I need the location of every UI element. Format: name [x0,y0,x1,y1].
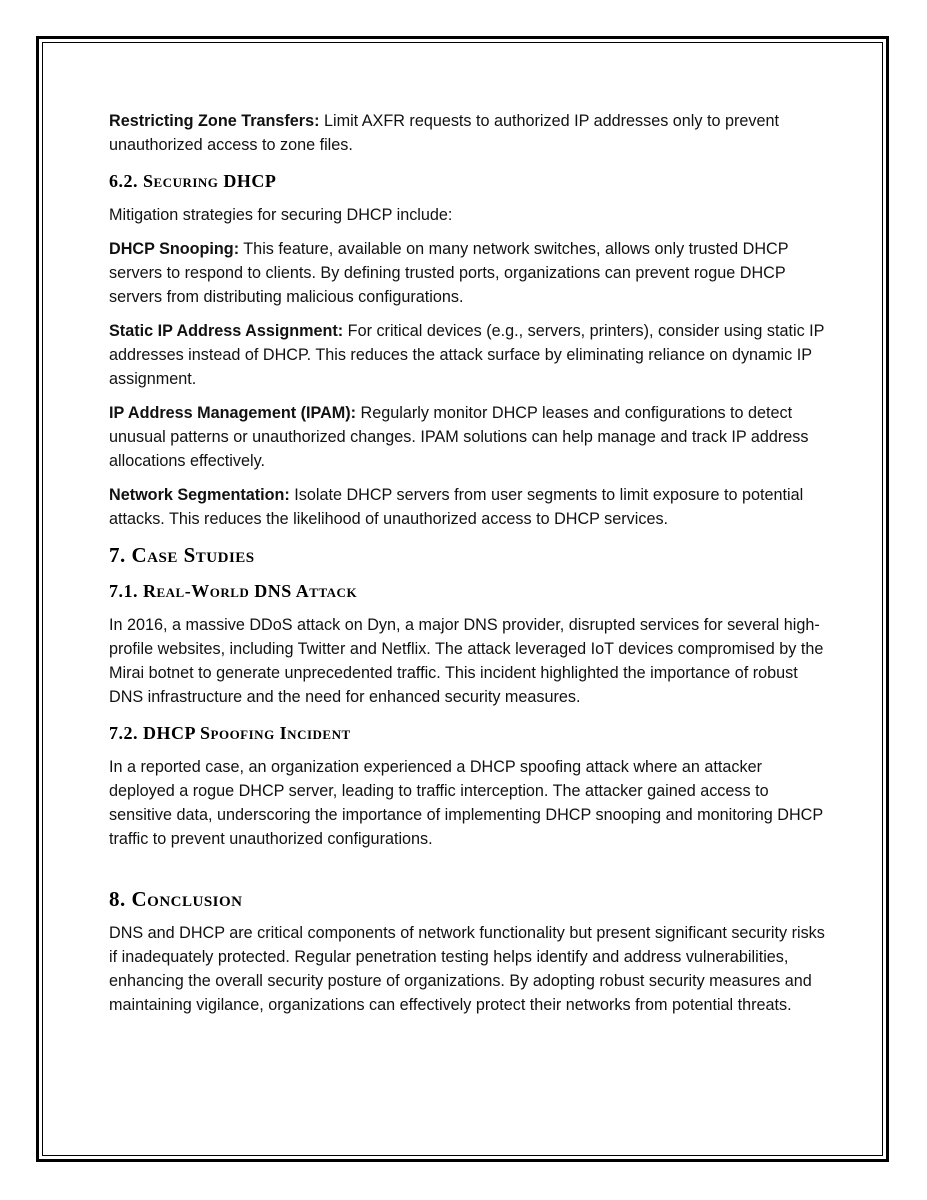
zone-transfer-paragraph [109,109,829,157]
dhcp-snooping-text: This feature, available on many network switches, allows only trusted DHCP servers to respond to clients. By defining trusted ports, organizations can prevent rogue DHCP servers from distributing malicious configurations. [109,240,789,306]
heading-conclusion: 8. Conclusion [109,887,243,911]
ipam-lead: IP Address Management (IPAM): [109,404,357,422]
ipam-paragraph [109,401,829,473]
static-ip-text: For critical devices (e.g., servers, printers), consider using static IP addresses instead of DHCP. This reduces the attack surface by eliminating reliance on dynamic IP assignment. [109,322,825,388]
network-segmentation-text: Isolate DHCP servers from user segments to limit exposure to potential attacks. This reduces the likelihood of unauthorized access to DHCP services. [109,486,804,528]
network-segmentation-paragraph [109,483,829,531]
static-ip-paragraph [109,319,829,391]
network-segmentation-lead: Network Segmentation: [109,486,290,504]
heading-real-world-dns-attack: 7.1. Real-World DNS Attack [109,581,358,601]
static-ip-lead: Static IP Address Assignment: [109,322,344,340]
zone-transfer-text: Limit AXFR requests to authorized IP addresses only to prevent unauthorized access to zone files. [109,112,779,154]
heading-dhcp-spoofing-incident: 7.2. DHCP Spoofing Incident [109,723,351,743]
dhcp-snooping-paragraph [109,237,829,309]
document-body [109,109,829,1027]
heading-securing-dhcp: 6.2. Securing DHCP [109,171,277,191]
ipam-text: Regularly monitor DHCP leases and configurations to detect unusual patterns or unauthorized changes. IPAM solutions can help manage and track IP address allocations effectively. [109,404,809,470]
heading-case-studies: 7. Case Studies [109,543,255,567]
dhcp-spoofing-paragraph: In a reported case, an organization experienced a DHCP spoofing attack where an attacker deployed a rogue DHCP server, leading to traffic interception. The attacker gained access to sensitive data, underscoring the importance of implementing DHCP snooping and monitoring DHCP traffic to prevent unauthorized configurations. [109,758,823,848]
dhcp-mitigation-intro: Mitigation strategies for securing DHCP include: [109,206,453,224]
dns-attack-paragraph: In 2016, a massive DDoS attack on Dyn, a major DNS provider, disrupted services for several high-profile websites, including Twitter and Netflix. The attack leveraged IoT devices compromised by the Mirai botnet to generate unprecedented traffic. This incident highlighted the importance of robust DNS infrastructure and the need for enhanced security measures. [109,616,824,706]
zone-transfer-lead: Restricting Zone Transfers: [109,112,320,130]
conclusion-paragraph: DNS and DHCP are critical components of network functionality but present significant security risks if inadequately protected. Regular penetration testing helps identify and address vulnerabilities, enhancing the overall security posture of organizations. By adopting robust security measures and maintaining vigilance, organizations can effectively protect their networks from potential threats. [109,924,825,1014]
dhcp-snooping-lead: DHCP Snooping: [109,240,240,258]
section-spacer [109,861,829,885]
